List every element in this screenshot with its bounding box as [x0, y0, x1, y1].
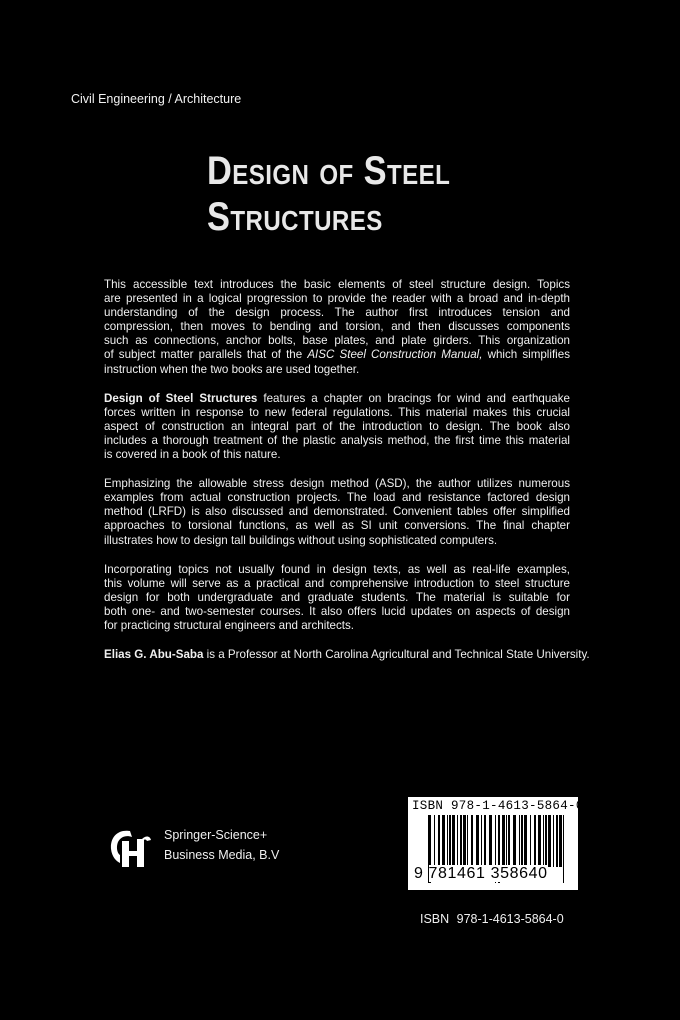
text-segment: which simplifies [482, 348, 570, 362]
barcode-bar [463, 815, 466, 867]
barcode-bar [457, 815, 458, 867]
publisher-name [164, 825, 279, 865]
text-segment: instruction when the two books are used together. [104, 362, 360, 376]
isbn-barcode [408, 797, 584, 890]
text-line [104, 320, 570, 334]
barcode-bar [442, 815, 445, 867]
text-line [104, 563, 570, 577]
description-text [104, 278, 590, 677]
text-line [104, 505, 570, 519]
barcode-bar [538, 815, 541, 867]
text-segment: This accessible text introduces the basic elements of steel structure design. Topics [104, 278, 570, 291]
barcode-bar [519, 815, 520, 867]
barcode-bar [471, 815, 473, 867]
text-segment: method (LRFD) is also discussed and demonstrated. Convenient tables offer simplified [104, 505, 570, 519]
barcode-bar [502, 815, 505, 867]
text-line [104, 420, 570, 434]
text-line [104, 648, 590, 662]
text-segment: this volume will serve as a practical and comprehensive introduction to steel structure [104, 576, 570, 590]
text-line [104, 534, 570, 548]
barcode-bar [534, 815, 536, 867]
text-segment: features a chapter on bracings for wind and earthquake [257, 391, 570, 405]
text-segment: approaches to torsional functions, as well as SI unit conversions. The final chapter [104, 519, 570, 533]
text-segment: Emphasizing the allowable stress design method (ASD), the author utilizes numerous [104, 477, 570, 491]
barcode-bar [545, 815, 547, 867]
barcode-digits [414, 865, 548, 883]
text-line [104, 363, 570, 377]
barcode-bar [447, 815, 448, 867]
text-line [104, 477, 570, 491]
text-segment: design for both undergraduate and graduate students. The material is suitable for [104, 590, 570, 604]
text-line [104, 577, 570, 591]
barcode-bar [508, 815, 510, 867]
text-segment: illustrates how to design tall buildings without using sophisticated computers. [104, 533, 498, 547]
barcode-bar [438, 815, 440, 867]
text-segment: understanding of the design process. The author first introduces tension and [104, 306, 570, 320]
text-segment: is a Professor at North Carolina Agricultural and Technical State University. [203, 648, 590, 662]
barcode-bar [521, 815, 523, 867]
text-line [104, 591, 570, 605]
title-line-1: Design of Steel [207, 149, 451, 193]
text-line [104, 306, 570, 320]
barcode-bar [543, 815, 544, 867]
italic-text: AISC Steel Construction Manual, [307, 348, 483, 362]
publisher-line-1: Springer-Science+ [164, 828, 268, 842]
barcode-bar [449, 815, 451, 867]
barcode-bar [556, 815, 558, 867]
category-label: Civil Engineering / Architecture [71, 92, 242, 106]
barcode-bar [484, 815, 486, 867]
barcode-bar [481, 815, 482, 867]
paragraph [104, 278, 570, 377]
barcode-bar [513, 815, 516, 867]
publisher-line-2: Business Media, B.V [164, 848, 280, 862]
title-line-2: Structures [207, 195, 383, 239]
text-line [104, 278, 570, 292]
text-segment: of subject matter parallels that of the [104, 348, 308, 362]
paragraph [104, 648, 590, 662]
barcode-bar [524, 815, 527, 867]
barcode-bar [452, 815, 455, 867]
barcode-digits-rest: 781461 358640 [428, 865, 548, 882]
text-segment: includes a thorough treatment of the plastic analysis method, the first time this material [104, 433, 570, 447]
barcode-bar [530, 815, 531, 867]
barcode-bar [506, 815, 507, 867]
text-segment: aspect of construction an integral part of the introduction to design. The book also [104, 419, 570, 433]
text-line [104, 292, 570, 306]
barcode-bar [476, 815, 479, 867]
paragraph [104, 563, 570, 633]
text-segment: Incorporating topics not usually found in design texts, as well as real-life examples, [104, 562, 570, 576]
text-line [104, 619, 570, 633]
springer-logo-icon [108, 827, 152, 869]
barcode-bar [460, 815, 462, 867]
paragraph [104, 392, 570, 462]
paragraph [104, 477, 570, 547]
text-line [104, 448, 570, 462]
text-line [104, 392, 570, 406]
text-line [104, 491, 570, 505]
text-line [104, 519, 570, 533]
barcode-digit-first: 9 [414, 865, 424, 882]
barcode-bar [489, 815, 492, 867]
barcode-bar [467, 815, 468, 867]
text-segment: both one- and two-semester courses. It also offers lucid updates on aspects of design [104, 604, 570, 618]
text-segment: compression, then moves to bending and torsion, and then discusses components [104, 320, 570, 334]
barcode-isbn-text: ISBN 978-1-4613-5864-0 [412, 799, 584, 813]
barcode-bar [434, 815, 435, 867]
text-segment: forces written in response to new federal regulations. This material makes this crucial [104, 405, 570, 419]
text-line [104, 434, 570, 448]
text-segment: for practicing structural engineers and architects. [104, 618, 355, 632]
text-line [104, 406, 570, 420]
text-line [104, 348, 570, 362]
bold-text: Elias G. Abu-Saba [104, 648, 204, 662]
text-line [104, 334, 570, 348]
barcode-bar [559, 815, 562, 867]
text-segment: are presented in a logical progression to provide the reader with a broad and in-depth [104, 292, 570, 306]
text-line [104, 605, 570, 619]
bold-text: Design of Steel Structures [104, 391, 258, 405]
text-segment: is covered in a book of this nature. [104, 448, 281, 462]
isbn-number: ISBN 978-1-4613-5864-0 [420, 912, 564, 926]
barcode-bar [548, 815, 551, 867]
barcode-bar [563, 815, 564, 883]
book-title [207, 148, 450, 240]
text-segment: such as connections, anchor bolts, base plates, and plate girders. This organization [104, 334, 570, 348]
text-segment: examples from actual construction projects. The load and resistance factored design [104, 491, 570, 505]
barcode-bar [553, 815, 554, 867]
